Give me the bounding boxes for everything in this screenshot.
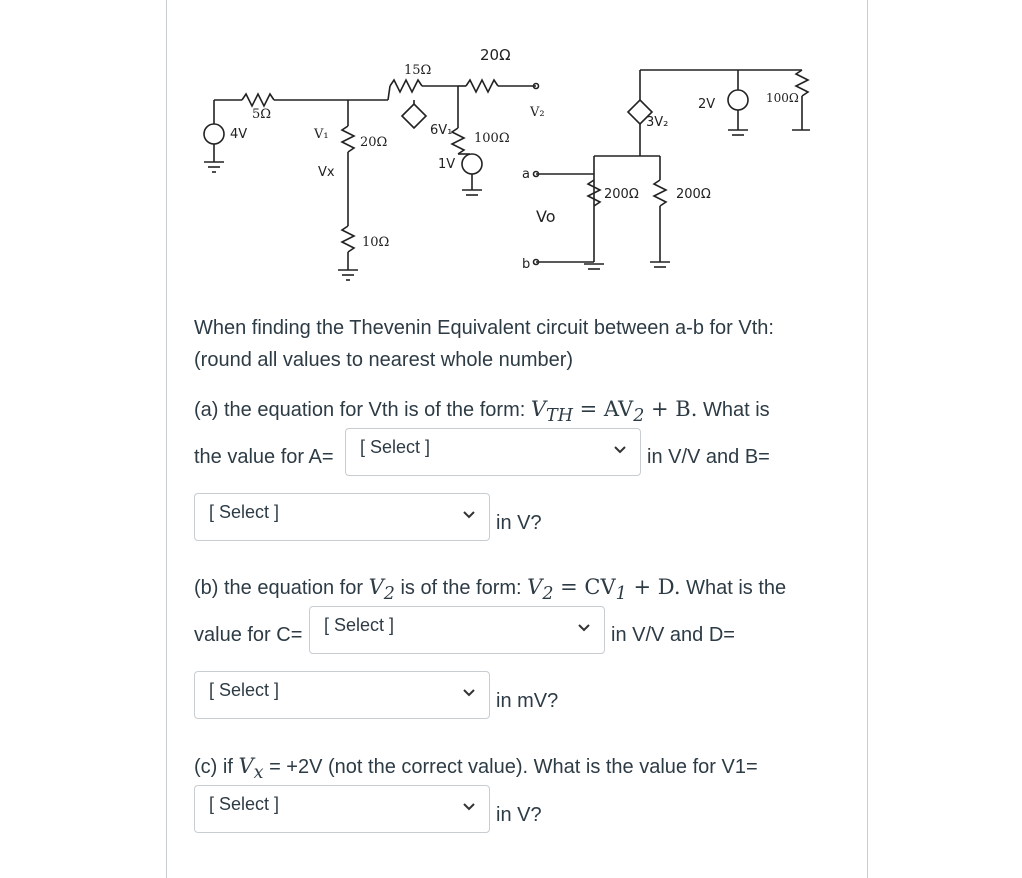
b-select[interactable]: [ Select ] [194, 493, 490, 541]
chevron-down-icon [461, 684, 477, 700]
part-a-line [194, 397, 770, 426]
d-select[interactable]: [ Select ] [194, 671, 490, 719]
part-a-suffix: What is [702, 399, 770, 421]
part-a-line2: the value for A= [194, 446, 334, 468]
label-vx: Vx [318, 165, 335, 180]
chevron-down-icon [612, 441, 628, 457]
part-c-unit: in V? [496, 804, 542, 826]
c-select[interactable]: [ Select ] [309, 606, 605, 654]
label-r200a: 200Ω [604, 187, 639, 202]
part-b-unit2: in mV? [496, 690, 559, 712]
label-v2: V₂ [530, 105, 545, 120]
label-r100b: 100Ω [766, 91, 799, 105]
chevron-down-icon [461, 798, 477, 814]
chevron-down-icon [576, 619, 592, 635]
label-r5: 5Ω [252, 107, 272, 122]
part-c-prefix: (c) if [194, 756, 233, 778]
part-b-equation: $V_2 = CV_1 + D$. [527, 575, 681, 605]
part-b-suffix: What is the [686, 577, 787, 599]
label-node-a: a [522, 167, 530, 182]
part-c-line [194, 754, 758, 783]
label-r20: 20Ω [360, 135, 388, 150]
part-b-unit1: in V/V and D= [611, 624, 735, 646]
part-b-var: $V_2$ [368, 575, 395, 605]
label-r15: 15Ω [404, 63, 432, 78]
part-a-unit2: in V? [496, 512, 542, 534]
part-b-line2: value for C= [194, 624, 303, 646]
label-r200b: 200Ω [676, 187, 711, 202]
label-r10: 10Ω [362, 235, 390, 250]
label-r100a: 100Ω [474, 131, 510, 146]
part-b-mid: is of the form: [400, 577, 522, 599]
label-r20top: 20Ω [480, 46, 511, 64]
part-c-var: $V_x$ [238, 754, 264, 784]
chevron-down-icon [461, 506, 477, 522]
circuit-diagram [190, 30, 810, 290]
part-a-equation: $V_{TH} = AV_2 + B$. [530, 397, 698, 427]
label-dep6v: 6V₁ [430, 123, 453, 138]
part-b-prefix: (b) the equation for [194, 577, 363, 599]
label-src1v: 1V [438, 157, 456, 172]
part-a-prefix: (a) the equation for Vth is of the form: [194, 399, 526, 421]
part-a-unit1: in V/V and B= [647, 446, 770, 468]
label-vo: Vo [536, 207, 556, 226]
label-src2v: 2V [698, 97, 716, 112]
label-dep3v: 3V₂ [646, 115, 669, 130]
part-c-text: = +2V (not the correct value). What is the value for V1= [269, 756, 758, 778]
intro-line-1: When finding the Thevenin Equivalent circuit between a-b for Vth: [194, 317, 774, 339]
a-select[interactable]: [ Select ] [345, 428, 641, 476]
label-src4v: 4V [230, 127, 248, 142]
label-node-b: b [522, 257, 531, 272]
intro-line-2: (round all values to nearest whole number) [194, 349, 574, 371]
v1-select[interactable]: [ Select ] [194, 785, 490, 833]
part-b-line [194, 575, 786, 604]
label-v1: V₁ [314, 127, 329, 142]
